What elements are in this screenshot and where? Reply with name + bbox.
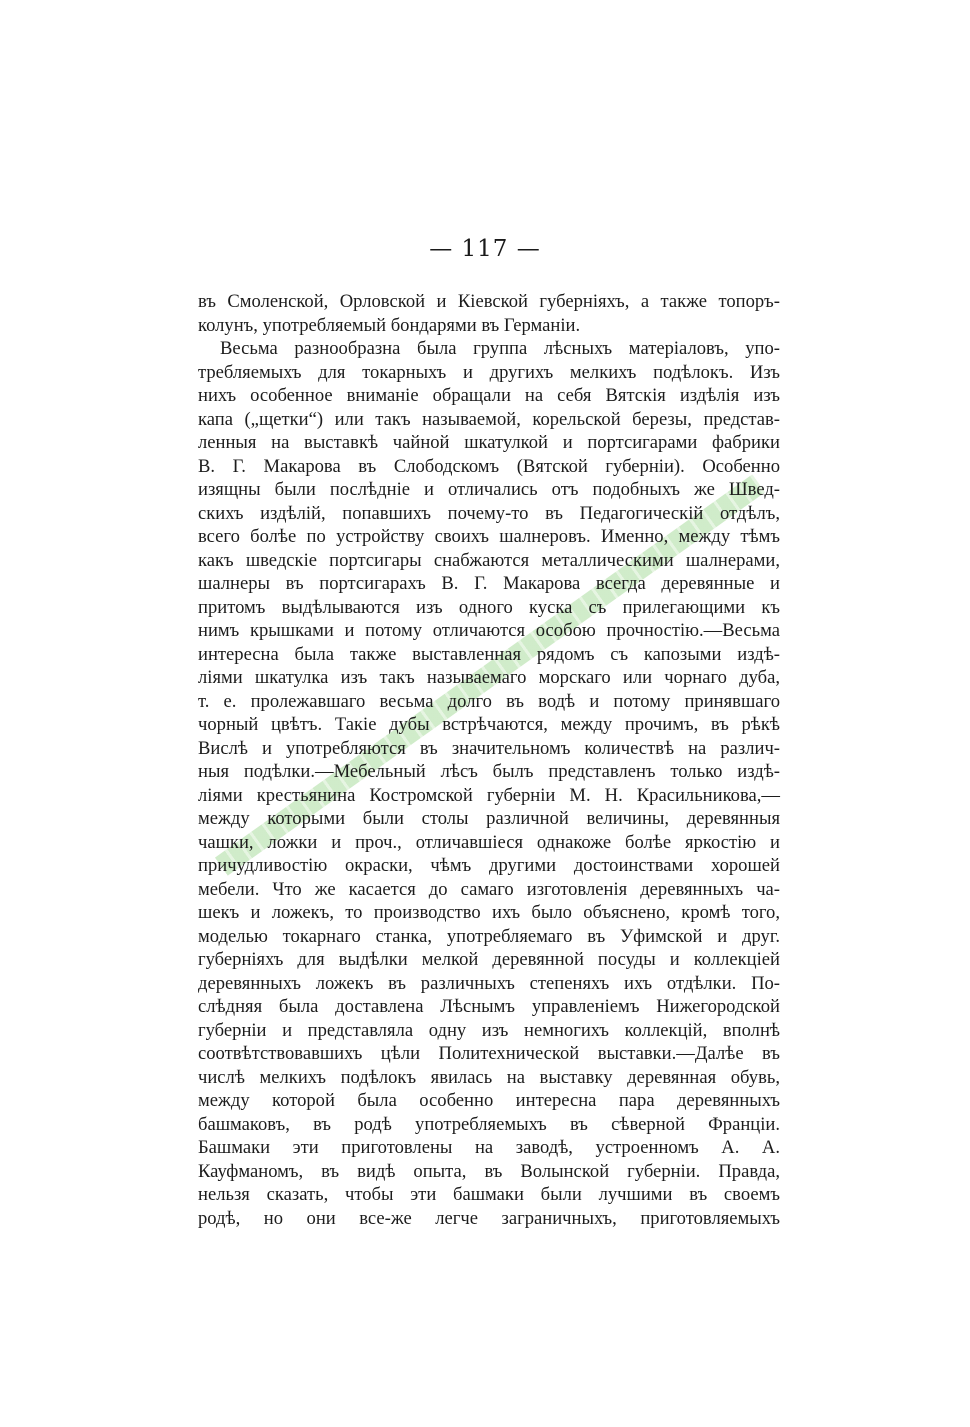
- text-line: шекъ и ложекъ, то производство ихъ было объяснено, кромѣ того,: [198, 902, 780, 923]
- text-line: требляемыхъ для токарныхъ и другихъ мелкихъ подѣлокъ. Изъ: [198, 361, 780, 383]
- page-number: — 117 —: [429, 236, 541, 262]
- text-line: изящны были послѣдніе и отличались отъ подобныхъ же Швед-: [198, 479, 780, 500]
- text-line: числѣ мелкихъ подѣлокъ явилась на выставку деревянная обувь,: [198, 1066, 780, 1088]
- text-line: деревянныхъ ложекъ въ различныхъ степеняхъ ихъ отдѣлки. По-: [198, 972, 780, 994]
- text-line: ліями крестьянина Костромской губерніи М. Н. Красильникова,—: [198, 784, 780, 806]
- text-line: ленныя на выставкѣ чайной шкатулкой и портсигарами фабрики: [198, 432, 780, 453]
- text-line: между которыми были столы различной величины, деревянныя: [198, 808, 780, 829]
- text-line: скихъ издѣлій, попавшихъ почему-то въ Педагогическій отдѣлъ,: [198, 502, 780, 524]
- text-line: В. Г. Макарова въ Слободскомъ (Вятской губерніи). Особенно: [198, 455, 780, 477]
- text-line: интересна была также выставленная рядомъ съ капозыми издѣ-: [198, 643, 780, 665]
- text-line: притомъ выдѣлываются изъ одного куска съ прилегающими къ: [198, 596, 780, 618]
- text-line: Весьма разнообразна была группа лѣсныхъ матеріаловъ, упо-: [220, 338, 780, 359]
- text-line: башмаковъ, въ родѣ употребляемыхъ въ сѣверной Франціи.: [198, 1113, 780, 1135]
- text-line: чорный цвѣтъ. Такіе дубы встрѣчаются, между прочимъ, въ рѣкѣ: [198, 714, 780, 735]
- text-line: причудливостію окраски, чѣмъ другими достоинствами хорошей: [198, 855, 780, 876]
- text-line: ныя подѣлки.—Мебельный лѣсъ былъ представленъ только издѣ-: [198, 761, 780, 782]
- text-line: моделью токарнаго станка, употребляемаго въ Уфимской и друг.: [198, 925, 780, 947]
- text-line: колунъ, употребляемый бондарями въ Германіи.: [198, 314, 581, 336]
- body-text: [198, 290, 780, 1230]
- text-line: губерніи и представляла одну изъ немногихъ коллекцій, вполнѣ: [198, 1019, 780, 1041]
- text-line: губерніяхъ для выдѣлки мелкой деревянной посуды и коллекціей: [198, 949, 780, 970]
- text-line: ліями шкатулка изъ такъ называемаго морскаго или чорнаго дуба,: [198, 667, 780, 688]
- text-line: всего болѣе по устройству своихъ шалнеровъ. Именно, между тѣмъ: [198, 526, 780, 547]
- text-line: нельзя сказать, чтобы эти башмаки были лучшими въ своемъ: [198, 1184, 780, 1205]
- text-line: какъ шведскіе портсигары снабжаются металлическими шалнерами,: [198, 549, 780, 571]
- text-line: родѣ, но они все-же легче заграничныхъ, приготовляемыхъ: [198, 1207, 780, 1229]
- text-line: капа („щетки“) или такъ называемой, корельской березы, представ-: [198, 408, 780, 430]
- text-line: т. е. пролежавшаго весьма долго въ водѣ и потому принявшаго: [198, 690, 780, 712]
- text-line: нихъ особенное вниманіе обращали на себя Вятскія издѣлія изъ: [198, 385, 780, 406]
- text-line: чашки, ложки и проч., отличавшіеся однакоже болѣе яркостію и: [198, 831, 780, 853]
- text-line: Кауфманомъ, въ видѣ опыта, въ Волынской губерніи. Правда,: [198, 1160, 780, 1182]
- text-line: Вислѣ и употребляются въ значительномъ количествѣ на различ-: [198, 737, 780, 759]
- text-line: нимъ крышками и потому отличаются особою прочностію.—Весьма: [198, 620, 780, 641]
- text-line: слѣдняя была доставлена Лѣснымъ управленіемъ Нижегородской: [198, 996, 780, 1017]
- text-line: Башмаки эти приготовлены на заводѣ, устроенномъ А. А.: [198, 1137, 780, 1158]
- text-line: въ Смоленской, Орловской и Кіевской губерніяхъ, а также топоръ-: [198, 291, 780, 312]
- text-line: между которой была особенно интересна пара деревянныхъ: [198, 1090, 780, 1111]
- text-line: соотвѣтствовавшихъ цѣли Политехнической выставки.—Далѣе въ: [198, 1043, 780, 1064]
- text-line: шалнеры въ портсигарахъ В. Г. Макарова всегда деревянные и: [198, 573, 780, 594]
- text-line: мебели. Что же касается до самаго изготовленія деревянныхъ ча-: [198, 878, 780, 900]
